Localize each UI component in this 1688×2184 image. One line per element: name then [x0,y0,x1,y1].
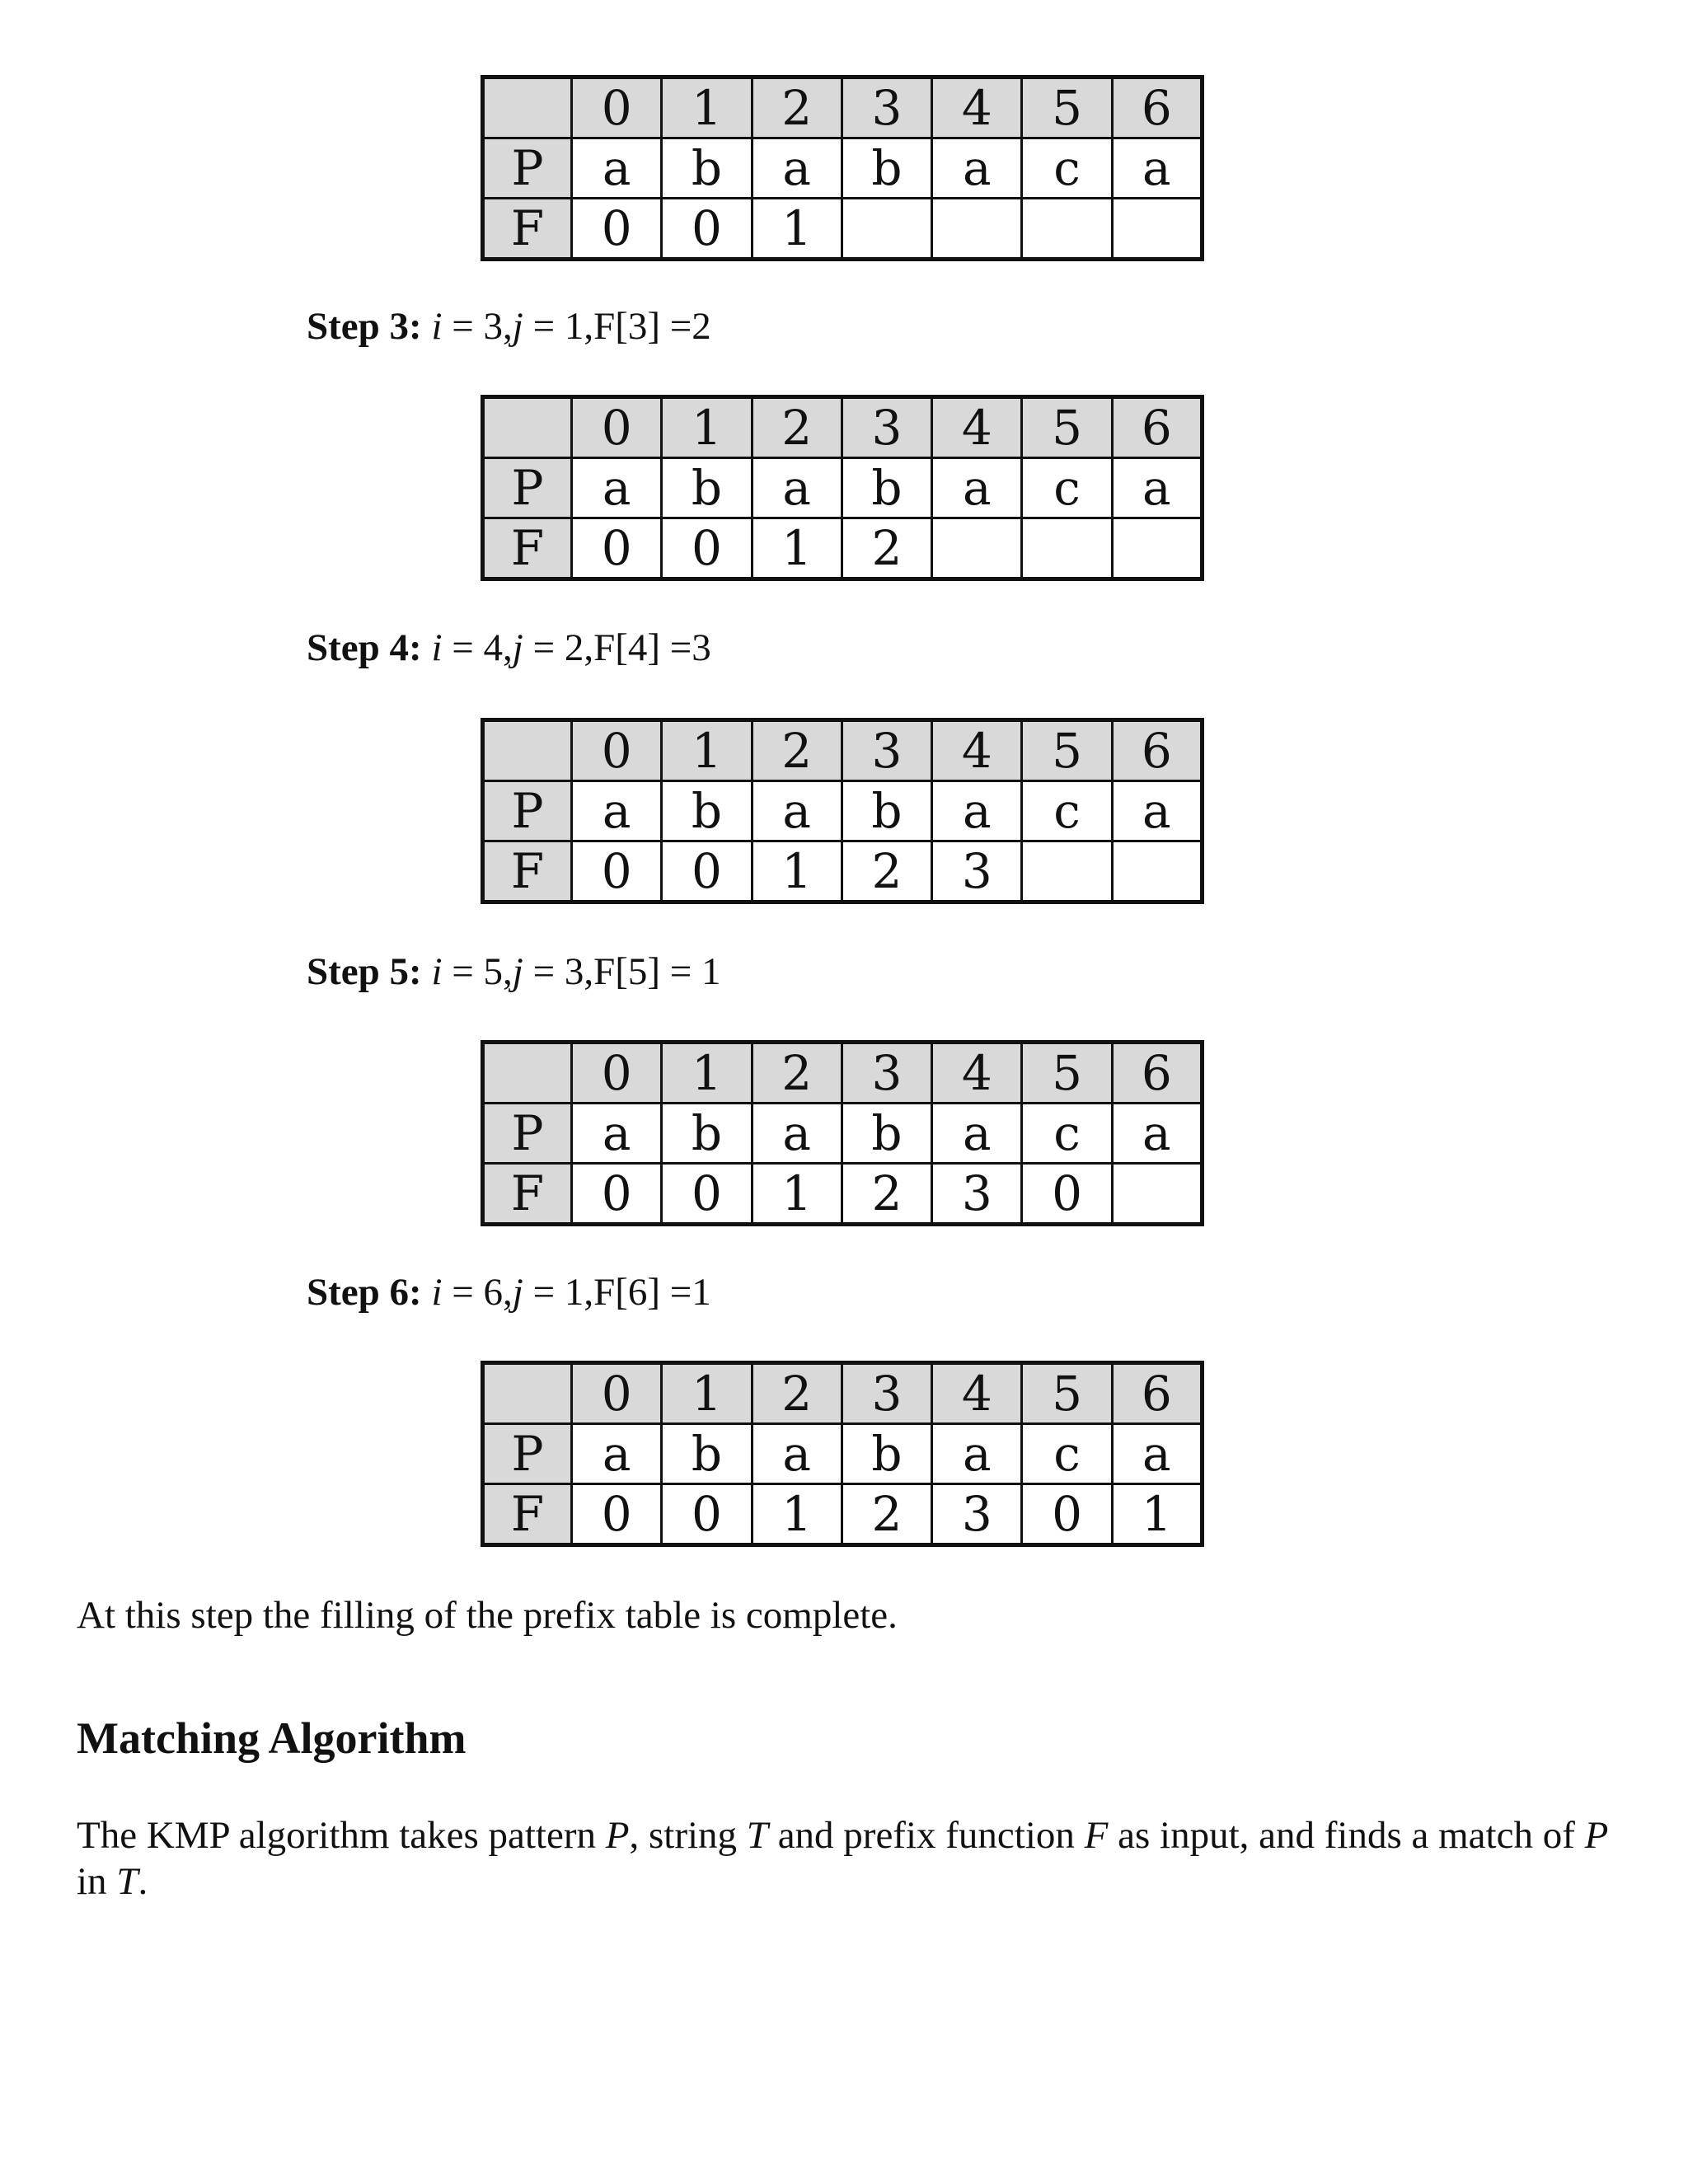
index-cell: 3 [842,77,931,138]
prefix-cell: 3 [932,1484,1022,1545]
pattern-cell: a [932,1104,1022,1164]
pattern-row [483,138,1203,199]
index-row [483,77,1203,138]
prefix-cell [1112,518,1202,579]
step-3-line [307,304,711,349]
index-cell: 3 [842,397,931,458]
pattern-cell: c [1022,781,1112,841]
pattern-cell: a [752,458,842,518]
prefix-row-label: F [483,199,572,260]
prefix-row [483,199,1203,260]
index-cell: 4 [932,1043,1022,1104]
pattern-cell: b [662,1104,752,1164]
index-row [483,1043,1203,1104]
step-label: Step 5: [307,950,422,993]
prefix-cell [932,518,1022,579]
pattern-cell: a [752,781,842,841]
pattern-row [483,1424,1203,1484]
prefix-cell [1022,841,1112,902]
pattern-cell: b [842,138,931,199]
index-cell: 3 [842,1363,931,1424]
index-cell: 6 [1112,397,1202,458]
text-fragment: in [77,1860,117,1903]
text-fragment: The KMP algorithm takes pattern [77,1814,606,1857]
prefix-table-step-4 [481,718,1204,904]
pattern-cell: b [662,138,752,199]
pattern-cell: b [662,1424,752,1484]
prefix-row-label: F [483,841,572,902]
index-cell: 0 [572,720,662,781]
index-cell: 1 [662,1043,752,1104]
prefix-cell: 1 [752,1484,842,1545]
prefix-cell: 0 [572,518,662,579]
var-f: F [1084,1814,1109,1857]
prefix-cell: 0 [572,199,662,260]
index-cell: 4 [932,720,1022,781]
prefix-table-step-2 [481,75,1204,261]
prefix-cell: 0 [572,1164,662,1225]
prefix-cell: 1 [1112,1484,1202,1545]
index-row [483,720,1203,781]
index-cell: 3 [842,1043,931,1104]
prefix-cell: 0 [1022,1484,1112,1545]
prefix-cell: 0 [572,841,662,902]
prefix-cell: 0 [1022,1164,1112,1225]
text-fragment: as input, and finds a match of [1108,1814,1585,1857]
var-i: i [431,305,443,348]
prefix-row [483,1484,1203,1545]
corner-cell [483,720,572,781]
index-cell: 4 [932,77,1022,138]
pattern-cell: b [842,1424,931,1484]
index-cell: 6 [1112,1363,1202,1424]
pattern-cell: a [572,458,662,518]
prefix-cell: 0 [662,518,752,579]
step-rest: = 1,F[6] =1 [523,1271,711,1314]
pattern-row [483,1104,1203,1164]
index-cell: 0 [572,1043,662,1104]
prefix-cell: 0 [662,1484,752,1545]
index-cell: 0 [572,77,662,138]
index-cell: 5 [1022,77,1112,138]
prefix-cell: 2 [842,518,931,579]
prefix-cell: 0 [662,1164,752,1225]
var-t: T [116,1860,138,1903]
index-cell: 1 [662,720,752,781]
index-cell: 0 [572,397,662,458]
prefix-cell: 1 [752,199,842,260]
prefix-cell: 1 [752,841,842,902]
pattern-cell: c [1022,1104,1112,1164]
index-cell: 4 [932,1363,1022,1424]
prefix-row [483,518,1203,579]
i-value: = 5, [442,950,513,993]
index-cell: 2 [752,1043,842,1104]
var-i: i [431,626,443,669]
pattern-row-label: P [483,781,572,841]
prefix-row-label: F [483,1484,572,1545]
prefix-cell [1112,841,1202,902]
prefix-cell: 1 [752,1164,842,1225]
index-cell: 2 [752,720,842,781]
var-j: j [512,626,523,669]
prefix-cell: 1 [752,518,842,579]
corner-cell [483,397,572,458]
pattern-cell: a [572,1424,662,1484]
index-row [483,1363,1203,1424]
pattern-cell: a [752,1424,842,1484]
i-value: = 6, [442,1271,513,1314]
pattern-cell: a [1112,138,1202,199]
prefix-table-step-6 [481,1361,1204,1547]
pattern-cell: a [932,1424,1022,1484]
prefix-cell: 2 [842,1484,931,1545]
index-cell: 1 [662,77,752,138]
prefix-table-step-3 [481,395,1204,581]
completion-paragraph: At this step the filling of the prefix table is complete. [77,1594,898,1637]
prefix-row-label: F [483,1164,572,1225]
index-cell: 5 [1022,720,1112,781]
prefix-cell: 2 [842,1164,931,1225]
pattern-cell: c [1022,138,1112,199]
pattern-cell: a [1112,781,1202,841]
prefix-cell: 2 [842,841,931,902]
index-cell: 6 [1112,1043,1202,1104]
pattern-cell: a [572,138,662,199]
prefix-cell: 0 [572,1484,662,1545]
index-cell: 5 [1022,397,1112,458]
pattern-cell: b [842,458,931,518]
step-label: Step 3: [307,305,422,348]
index-cell: 6 [1112,77,1202,138]
prefix-cell [1112,1164,1202,1225]
pattern-cell: c [1022,1424,1112,1484]
pattern-row [483,781,1203,841]
prefix-cell: 3 [932,1164,1022,1225]
index-cell: 1 [662,397,752,458]
corner-cell [483,77,572,138]
i-value: = 3, [442,305,513,348]
index-cell: 5 [1022,1363,1112,1424]
var-j: j [512,1271,523,1314]
step-label: Step 6: [307,1271,422,1314]
pattern-cell: b [662,458,752,518]
pattern-row-label: P [483,458,572,518]
step-label: Step 4: [307,626,422,669]
index-cell: 2 [752,397,842,458]
var-p: P [605,1814,630,1857]
step-4-line [307,626,711,670]
text-fragment: and prefix function [767,1814,1085,1857]
pattern-cell: b [662,781,752,841]
index-cell: 2 [752,1363,842,1424]
section-heading: Matching Algorithm [77,1713,467,1763]
pattern-row-label: P [483,138,572,199]
pattern-cell: a [1112,1424,1202,1484]
step-5-line [307,949,721,994]
pattern-cell: a [572,781,662,841]
step-rest: = 3,F[5] = 1 [523,950,721,993]
index-cell: 6 [1112,720,1202,781]
index-cell: 5 [1022,1043,1112,1104]
pattern-cell: a [932,138,1022,199]
pattern-cell: c [1022,458,1112,518]
pattern-cell: a [1112,1104,1202,1164]
var-j: j [512,950,523,993]
pattern-cell: a [1112,458,1202,518]
corner-cell [483,1363,572,1424]
pattern-row-label: P [483,1424,572,1484]
var-t: T [746,1814,768,1857]
prefix-row [483,1164,1203,1225]
index-cell: 0 [572,1363,662,1424]
var-i: i [431,950,443,993]
text-fragment: . [138,1860,148,1903]
pattern-cell: a [932,458,1022,518]
pattern-row-label: P [483,1104,572,1164]
step-rest: = 1,F[3] =2 [523,305,711,348]
index-row [483,397,1203,458]
var-j: j [512,305,523,348]
prefix-cell [1022,199,1112,260]
prefix-cell: 3 [932,841,1022,902]
kmp-description-paragraph [77,1812,1643,1905]
pattern-cell: b [842,781,931,841]
pattern-row [483,458,1203,518]
corner-cell [483,1043,572,1104]
prefix-cell [1022,518,1112,579]
pattern-cell: b [842,1104,931,1164]
index-cell: 4 [932,397,1022,458]
prefix-row [483,841,1203,902]
step-6-line [307,1270,711,1315]
step-rest: = 2,F[4] =3 [523,626,711,669]
i-value: = 4, [442,626,513,669]
prefix-row-label: F [483,518,572,579]
prefix-cell: 0 [662,199,752,260]
prefix-table-step-5 [481,1040,1204,1226]
index-cell: 2 [752,77,842,138]
pattern-cell: a [752,138,842,199]
prefix-cell: 0 [662,841,752,902]
index-cell: 3 [842,720,931,781]
pattern-cell: a [932,781,1022,841]
var-i: i [431,1271,443,1314]
text-fragment: , string [629,1814,747,1857]
index-cell: 1 [662,1363,752,1424]
prefix-cell [932,199,1022,260]
prefix-cell [842,199,931,260]
pattern-cell: a [752,1104,842,1164]
var-p: P [1584,1814,1609,1857]
pattern-cell: a [572,1104,662,1164]
prefix-cell [1112,199,1202,260]
